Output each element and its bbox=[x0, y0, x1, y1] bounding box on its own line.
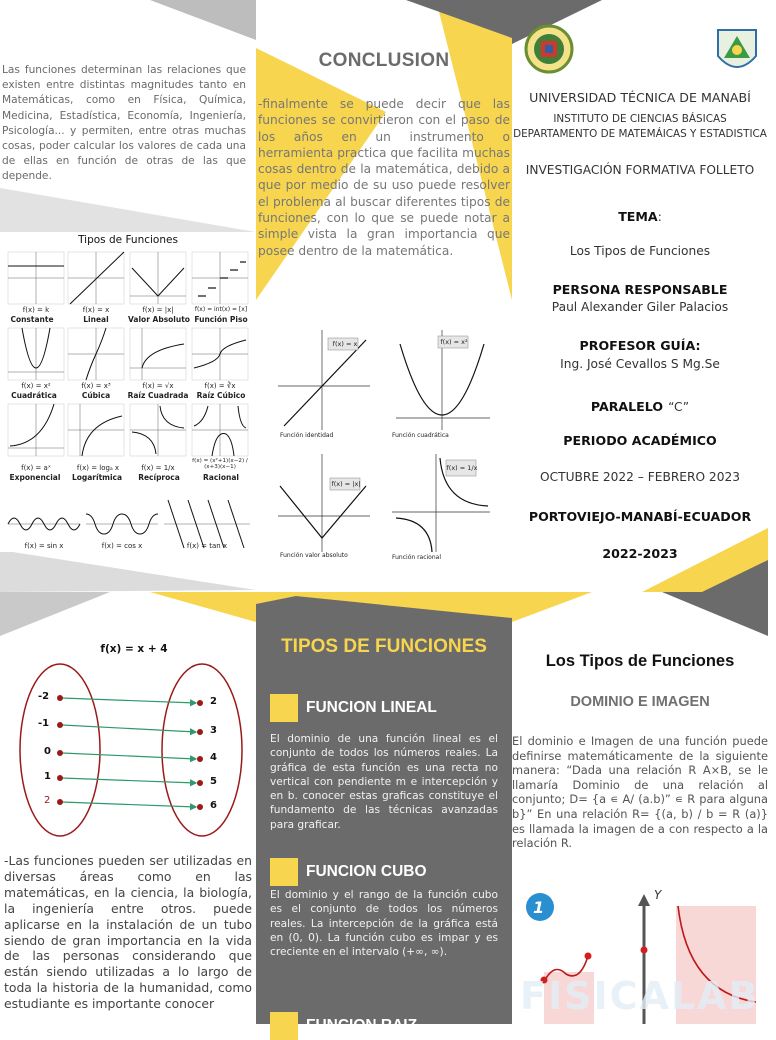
panel-domain-image bbox=[512, 592, 768, 1024]
university-name: UNIVERSIDAD TÉCNICA DE MANABÍ bbox=[529, 90, 751, 105]
conclusion-graphs bbox=[256, 326, 512, 566]
graph-name: Exponencial bbox=[9, 473, 61, 482]
graph-formula: f(x) = aˣ bbox=[21, 464, 51, 472]
domain-value: 2 bbox=[44, 795, 51, 806]
graph-name: Lineal bbox=[83, 315, 109, 324]
tema-colon: : bbox=[657, 210, 662, 224]
domain-text: El dominio e Imagen de una función puede definirse matemáticamente de la siguiente manera: “Dada una relación R A×B, se le llamaría Dominio de una relación al conjunto; D= {a ∊ A/ (a.b)” ∊ R para alguna b}” En una relación R= {(a, b) / b = R (a)} es llamada la imagen de a con respecto a la relación R. bbox=[512, 734, 768, 851]
domain-value: 0 bbox=[44, 746, 51, 757]
graph-name: Función Piso bbox=[194, 315, 248, 324]
profesor-value: Ing. José Cevallos S Mg.Se bbox=[560, 357, 720, 371]
section-title: FUNCION LINEAL bbox=[306, 699, 437, 716]
graph-caption: Función valor absoluto bbox=[280, 552, 348, 559]
function-types-chart bbox=[0, 232, 256, 552]
persona-label: PERSONA RESPONSABLE bbox=[552, 282, 728, 297]
institute-name: INSTITUTO DE CIENCIAS BÁSICAS bbox=[553, 113, 727, 125]
codomain-value: 5 bbox=[210, 776, 217, 787]
graph-name: Raíz Cuadrada bbox=[127, 391, 189, 400]
watermark: FISICALAB bbox=[520, 974, 760, 1018]
graph-formula: f(x) = tan x bbox=[186, 542, 228, 550]
graph-formula: f(x) = (x²+1)(x−2) / (x+3)(x−1) bbox=[192, 458, 248, 470]
codomain-value: 6 bbox=[210, 800, 217, 811]
chart-title: Tipos de Funciones bbox=[78, 234, 178, 246]
domain-panel-title: Los Tipos de Funciones bbox=[545, 652, 735, 670]
paralelo-label: PARALELO bbox=[590, 399, 664, 414]
graph-formula: f(x) = k bbox=[22, 306, 50, 314]
panel-intro bbox=[0, 0, 256, 592]
document-type: INVESTIGACIÓN FORMATIVA FOLLETO bbox=[525, 163, 755, 177]
graph-formula: f(x) = x bbox=[82, 306, 110, 314]
periodo-label: PERIODO ACADÉMICO bbox=[563, 433, 717, 448]
graph-formula: f(x) = x³ bbox=[81, 382, 111, 390]
paralelo-line bbox=[512, 396, 768, 415]
domain-value: -2 bbox=[38, 691, 50, 702]
types-title: TIPOS DE FUNCIONES bbox=[281, 636, 487, 657]
graph-formula: f(x) = x² bbox=[21, 382, 51, 390]
graph-formula: f(x) = sin x bbox=[24, 542, 64, 550]
graph-formula: f(x) = int(x) = [x] bbox=[194, 306, 248, 313]
profesor-label: PROFESOR GUÍA: bbox=[579, 338, 701, 353]
graph-caption: Función racional bbox=[392, 554, 442, 561]
panel-function-types bbox=[256, 592, 512, 1034]
codomain-value: 4 bbox=[210, 752, 217, 763]
department-name: DEPARTAMENTO DE MATEMÁICAS Y ESTADISTICA bbox=[513, 128, 767, 140]
section-marker-icon bbox=[270, 1012, 298, 1040]
graph-name: Valor Absoluto bbox=[128, 315, 190, 324]
graph-formula: f(x) = ∛x bbox=[204, 382, 236, 390]
graph-caption: Función identidad bbox=[280, 432, 334, 439]
paralelo-value: “C” bbox=[668, 400, 690, 414]
tema-heading bbox=[512, 206, 768, 225]
graph-formula: f(x) = x² bbox=[440, 338, 468, 346]
diagram-title: f(x) = x + 4 bbox=[100, 643, 168, 655]
conclusion-title: CONCLUSION bbox=[318, 50, 450, 71]
institute-logo-icon bbox=[714, 26, 760, 76]
graph-name: Recíproca bbox=[138, 473, 180, 482]
location: PORTOVIEJO-MANABÍ-ECUADOR bbox=[528, 509, 752, 524]
section-text: El dominio de una función lineal es el conjunto de todos los números reales. La gráfica de esta función es una recta no vertical con pendiente m e intercepción y en b. conocer estas graficas constituye el fundamento de las técnicas avanzadas para graficar. bbox=[270, 733, 498, 831]
graph-formula: f(x) = √x bbox=[142, 382, 174, 390]
conclusion-text: -finalmente se puede decir que las funciones se convirtieron con el paso de los años en un instrumento o herramienta practica que facilita muchas cosas dentro de la matemática, debido a que por medio de su uso puede resolver el problema al buscar diferentes tipos de funciones, con lo que se puede notar a simple vista la gran importancia que posee dentro de la matemática. bbox=[258, 97, 510, 258]
graph-name: Cúbica bbox=[81, 391, 111, 400]
graph-caption: Función cuadrática bbox=[392, 432, 449, 439]
panel-diagram bbox=[0, 592, 256, 1024]
tema-label: TEMA bbox=[618, 209, 658, 224]
codomain-value: 3 bbox=[210, 725, 217, 736]
graph-formula: f(x) = x bbox=[332, 340, 358, 348]
domain-graph bbox=[520, 888, 760, 1024]
graph-name: Logarítmica bbox=[71, 473, 123, 482]
graph-formula: f(x) = |x| bbox=[142, 306, 174, 314]
graph-name: Raíz Cúbico bbox=[196, 391, 246, 400]
panel-cover bbox=[512, 0, 768, 592]
section-title: FUNCION CUBO bbox=[306, 863, 427, 880]
codomain-value: 2 bbox=[210, 696, 217, 707]
graph-formula: f(x) = logₐ x bbox=[76, 464, 120, 472]
graph-badge: 1 bbox=[533, 898, 545, 917]
domain-subtitle: DOMINIO E IMAGEN bbox=[570, 694, 710, 710]
domain-value: -1 bbox=[38, 718, 50, 729]
graph-formula: f(x) = 1/x bbox=[141, 464, 175, 472]
panel-conclusion bbox=[256, 0, 512, 592]
section-marker-icon bbox=[270, 858, 298, 886]
tema-value: Los Tipos de Funciones bbox=[569, 244, 711, 258]
section-title: FUNCION RAIZ bbox=[306, 1017, 418, 1034]
academic-years: 2022-2023 bbox=[602, 546, 678, 561]
axis-label: Y bbox=[654, 888, 662, 902]
periodo-value: OCTUBRE 2022 – FEBRERO 2023 bbox=[540, 470, 740, 484]
university-logo-icon bbox=[524, 24, 574, 74]
graph-name: Racional bbox=[203, 473, 239, 482]
domain-value: 1 bbox=[44, 771, 51, 782]
section-text: El dominio y el rango de la función cubo es el conjunto de todos los números reales. La intercepción de la gráfica está en (0, 0). La función cubo es impar y es creciente en el intervalo (+∞, ∞). bbox=[270, 889, 498, 959]
graph-formula: f(x) = cos x bbox=[101, 542, 143, 550]
intro-text: Las funciones determinan las relaciones que existen entre distintas magnitudes tanto en Matemáticas, como en Física, Química, Medicina, Estadística, Economía, Ingeniería, Psicología... y permiten, entre otras muchas cosas, poder calcular los valores de cada una de ellas en función de otras de las que depende. bbox=[2, 64, 246, 183]
section-marker-icon bbox=[270, 694, 298, 722]
graph-name: Cuadrática bbox=[11, 391, 57, 400]
graph-formula: f(x) = |x| bbox=[331, 480, 361, 488]
graph-formula: f(x) = 1/x bbox=[446, 464, 478, 472]
persona-value: Paul Alexander Giler Palacios bbox=[551, 300, 729, 314]
mapping-diagram bbox=[0, 652, 256, 842]
applications-text: -Las funciones pueden ser utilizadas en diversas áreas como en las matemáticas, en la ciencia, la biología, la ingeniería entre otros. puede aplicarse en la instalación de un tubo siendo de gran importancia en la vida de las personas considerando que están siendo utilizadas a lo largo de toda la historia de la humanidad, como estudiante es importante conocer bbox=[4, 853, 252, 1012]
graph-name: Constante bbox=[10, 315, 54, 324]
